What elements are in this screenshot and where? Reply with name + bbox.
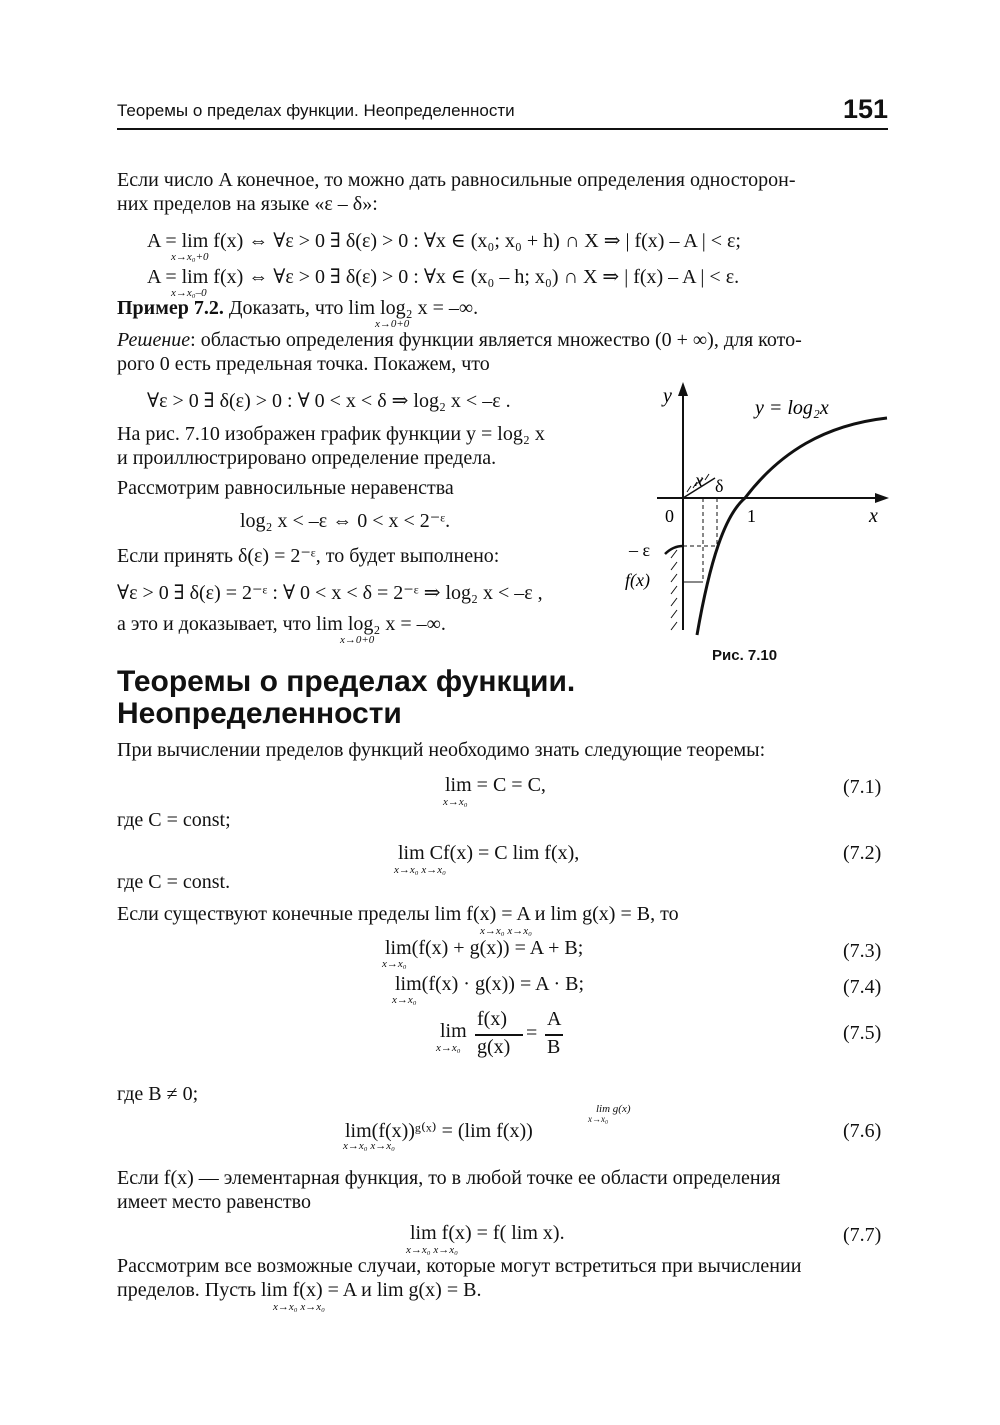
elementary-text-2: имеет место равенство <box>117 1191 311 1213</box>
const-note-1: где C = const; <box>117 809 231 831</box>
if-text: Если принять δ(ε) = 2⁻ᵋ, то будет выполнено: <box>117 545 500 567</box>
section-intro: При вычислении пределов функций необходимо знать следующие теоремы: <box>117 739 766 761</box>
equation-7-5-rhs-bot: B <box>547 1036 561 1058</box>
equation-7-3-number: (7.3) <box>843 940 882 962</box>
minus-eps-label: – ε <box>629 540 651 560</box>
equation-7-4-sub: x→x₀ <box>392 994 417 1006</box>
y-axis-arrow <box>678 382 688 396</box>
right-limit-definition: A = lim f(x) ⇔ ∀ε > 0 ∃ δ(ε) > 0 : ∀x ∈ (x₀; x₀ + h) ∩ X ⇒ | f(x) – A | < ε; <box>147 230 741 252</box>
existence-sub: x→x₀ x→x₀ <box>480 925 532 937</box>
equation-7-3: lim(f(x) + g(x)) = A + B; <box>385 937 584 959</box>
equation-7-5-number: (7.5) <box>843 1022 882 1044</box>
figure-text-3: Рассмотрим равносильные неравенства <box>117 477 454 499</box>
equation-7-6-sup: lim g(x) <box>596 1103 631 1115</box>
b-nonzero-note: где B ≠ 0; <box>117 1083 199 1105</box>
equation-7-6-sub: x→x₀ x→x₀ <box>343 1140 395 1152</box>
axis-x-label: x <box>869 505 878 527</box>
existence-text: Если существуют конечные пределы lim f(x) = A и lim g(x) = B, то <box>117 903 679 925</box>
solution-label: Решение <box>117 329 191 351</box>
equation-7-1-number: (7.1) <box>843 776 882 798</box>
eps-bracket <box>665 546 683 554</box>
figure-caption: Рис. 7.10 <box>712 647 778 664</box>
example-line <box>117 296 478 320</box>
running-title: Теоремы о пределах функции. Неопределенности <box>117 101 515 120</box>
x-axis-arrow <box>875 493 889 503</box>
equation-7-1: lim = C = C, <box>445 774 546 796</box>
cases-text-2: пределов. Пусть lim f(x) = A и lim g(x) = B. <box>117 1279 482 1301</box>
solution-text: : областью определения функции является множество (0 + ∞), для кото- <box>190 329 802 351</box>
equation-7-4: lim(f(x) · g(x)) = A · B; <box>395 973 585 995</box>
elementary-text-1: Если f(x) — элементарная функция, то в любой точке ее области определения <box>117 1167 781 1189</box>
equation-7-5-num-top: f(x) <box>477 1008 507 1030</box>
point-x-label: x <box>695 470 703 490</box>
tick-one-label: 1 <box>747 506 756 526</box>
result-formula: ∀ε > 0 ∃ δ(ε) = 2⁻ᵋ : ∀ 0 < x < δ = 2⁻ᵋ ⇒ log₂ x < –ε , <box>117 582 543 604</box>
equation-7-5-sub: x→x₀ <box>436 1042 461 1054</box>
log-graph <box>615 380 900 660</box>
intro-line-2: них пределов на языке «ε – δ»: <box>117 193 378 215</box>
equation-7-6-sup-sub: x→x₀ <box>588 1114 609 1124</box>
left-limit-definition: A = lim f(x) ⇔ ∀ε > 0 ∃ δ(ε) > 0 : ∀x ∈ (x₀ – h; x₀) ∩ X ⇒ | f(x) – A | < ε. <box>147 266 740 288</box>
equivalent-inequality: log₂ x < –ε ⇔ 0 < x < 2⁻ᵋ. <box>240 510 451 532</box>
example-statement: Доказать, что lim log₂ x = –∞. <box>228 297 479 319</box>
origin-label: 0 <box>665 506 674 526</box>
log-curve <box>697 418 887 635</box>
equation-7-6-number: (7.6) <box>843 1120 882 1142</box>
equation-7-4-number: (7.4) <box>843 976 882 998</box>
solution-line-1 <box>117 328 802 352</box>
example-label: Пример 7.2. <box>117 297 224 319</box>
axis-y-label: y <box>663 385 672 407</box>
cases-sub: x→x₀ x→x₀ <box>273 1301 325 1313</box>
equation-7-2-sub: x→x₀ x→x₀ <box>394 864 446 876</box>
equation-7-5-num-bot: g(x) <box>477 1036 511 1058</box>
section-title-line-1: Теоремы о пределах функции. <box>117 665 576 698</box>
solution-line-2: рого 0 есть предельная точка. Покажем, что <box>117 353 490 375</box>
equation-7-5-rhs-top: A <box>547 1008 562 1030</box>
claim-formula: ∀ε > 0 ∃ δ(ε) > 0 : ∀ 0 < x < δ ⇒ log₂ x < –ε . <box>147 390 511 412</box>
fx-label: f(x) <box>625 570 650 590</box>
proof-end-sub: x→0+0 <box>340 634 375 646</box>
equation-7-2: lim Cf(x) = C lim f(x), <box>398 842 580 864</box>
figure-text-2: и проиллюстрировано определение предела. <box>117 447 497 469</box>
equation-7-5-lim: lim <box>440 1020 467 1042</box>
equation-7-7-sub: x→x₀ x→x₀ <box>406 1244 458 1256</box>
hatch-y <box>671 550 677 630</box>
left-limit-sub: x→x₀–0 <box>171 287 207 299</box>
delta-label: δ <box>715 476 724 496</box>
section-title-line-2: Неопределенности <box>117 697 402 730</box>
proof-end: а это и доказывает, что lim log₂ x = –∞. <box>117 613 446 635</box>
page-number: 151 <box>842 94 888 124</box>
right-limit-sub: x→x₀+0 <box>171 251 209 263</box>
figure-text-1: На рис. 7.10 изображен график функции y = log₂ x <box>117 423 545 445</box>
cases-text-1: Рассмотрим все возможные случаи, которые могут встретиться при вычислении <box>117 1255 802 1277</box>
function-label: y = log₂x <box>755 397 829 419</box>
example-sub: x→0+0 <box>375 318 410 330</box>
equation-7-5-eq: = <box>526 1022 538 1044</box>
equation-7-2-number: (7.2) <box>843 842 882 864</box>
equation-7-3-sub: x→x₀ <box>382 958 407 970</box>
equation-7-1-sub: x→x₀ <box>443 796 468 808</box>
const-note-2: где C = const. <box>117 871 231 893</box>
equation-7-7-number: (7.7) <box>843 1224 882 1246</box>
intro-line-1: Если число A конечное, то можно дать равносильные определения односторон- <box>117 169 796 191</box>
header-rule <box>117 128 888 130</box>
equation-7-6: lim(f(x))ᵍ⁽ˣ⁾ = (lim f(x)) <box>345 1120 533 1142</box>
equation-7-7: lim f(x) = f( lim x). <box>410 1222 565 1244</box>
